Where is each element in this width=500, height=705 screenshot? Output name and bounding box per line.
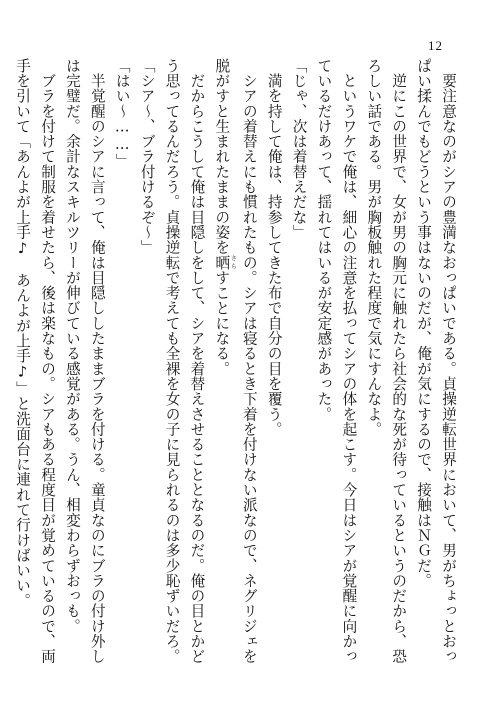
text-line: 「シア～、ブラ付けるぞ～」: [138, 58, 156, 255]
text-line: シアの着替えにも慣れたもの。シアは寝るとき下着を付けない派なので、ネグリジェを: [240, 58, 258, 664]
text-line: 満を持して俺は、持参してきた布で自分の目を覆う。: [265, 58, 283, 437]
text-line: 半覚醒のシアに言って、俺は目隠ししたままブラを付ける。童貞なのにブラの付け外し: [88, 58, 106, 664]
text-line: 「じゃ、次は着替えだな」: [290, 58, 308, 240]
vertical-body-text: [14, 58, 460, 664]
text-line: ろしい話である。男が胸板触れた程度で気にすんなよ。: [365, 58, 383, 437]
text-line-with-ruby: 脱がすと生まれたままの姿を晒 さらすことになる。: [213, 58, 237, 377]
text-line: ているだけあって、揺れてはいるが安定感があった。: [315, 58, 333, 422]
text-line: ブラを付けて制服を着せたら、後は楽なもの。シアもある程度目が覚めているので、両: [39, 58, 56, 664]
text-line: 要注意なのがシアの豊満なおっぱいである。貞操逆転世界において、男がちょっとおっ: [440, 58, 457, 664]
text-line: ぱい揉んでもどうという事はないのだが、俺が気にするので、接触はＮＧだ。: [415, 58, 433, 589]
text-line: う思ってるんだろう。貞操逆転で考えても全裸を女の子に見られるのは多少恥ずいだろ。: [163, 58, 181, 664]
text-line: 逆にこの世界で、女が男の胸元に触れたら社会的な死が待っているというのだから、恐: [390, 58, 408, 664]
page-number: 12: [428, 38, 443, 53]
furigana-ruby: 晒 さら: [213, 254, 237, 271]
text-line: は完璧だ。余計なスキルツリーが伸びている感覚がある。うん、相変わらずおっも。: [63, 58, 81, 634]
text-line: 手を引いて「あんよが上手♪ あんよが上手♪」と洗面台に連れて行けばいい。: [14, 58, 32, 609]
text-line: だからこうして俺は目隠しをして、シアを着替えさせることとなるのだ。俺の目とかど: [188, 58, 206, 664]
text-line: というワケで俺は、細心の注意を払ってシアの体を起こす。今日はシアが覚醒に向かっ: [340, 58, 358, 664]
furigana-reading: さら: [229, 254, 237, 271]
text-line: 「はい～……」: [113, 58, 131, 169]
